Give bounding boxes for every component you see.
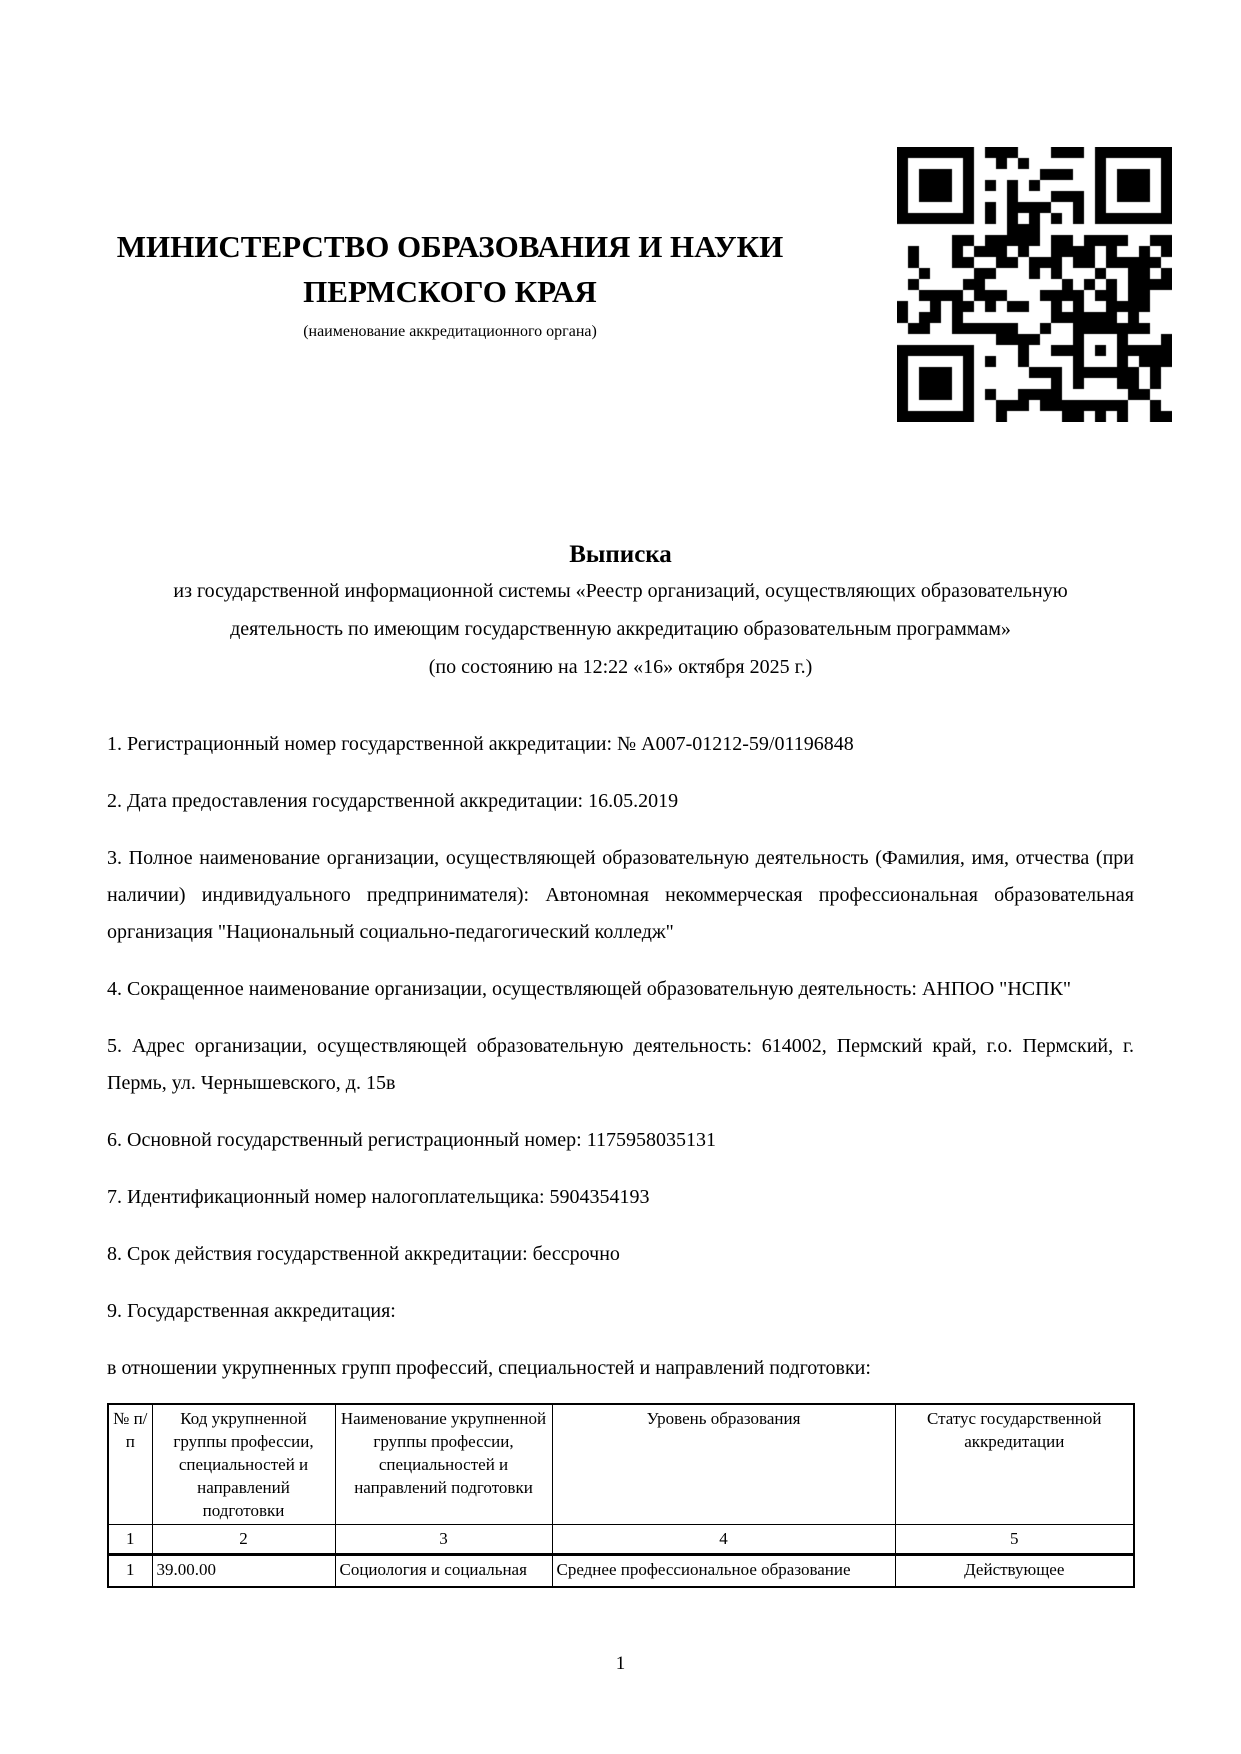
header-col-status: Статус государственной аккредитации <box>895 1404 1134 1525</box>
doc-item-8: 8. Срок действия государственной аккредитации: бессрочно <box>107 1243 620 1265</box>
doc-item-3: 3. Полное наименование организации, осуществляющей образовательную деятельность (Фамилия, имя, отчества (при наличии) индивидуального предпринимателя): Автономная некоммерческая профессиональная образовательная организация "Национальный социально-педагогический колледж" <box>107 847 1134 943</box>
cell-row-num: 1 <box>108 1555 152 1588</box>
doc-item-2: 2. Дата предоставления государственной аккредитации: 16.05.2019 <box>107 790 679 812</box>
ministry-name-line-2: ПЕРМСКОГО КРАЯ <box>303 274 597 309</box>
doc-item-4: 4. Сокращенное наименование организации, осуществляющей образовательную деятельность: АНПОО "НСПК" <box>107 978 1072 1000</box>
section-intro: в отношении укрупненных групп профессий, специальностей и направлений подготовки: <box>107 1357 871 1379</box>
cell-education-level: Среднее профессиональное образование <box>552 1555 895 1588</box>
ministry-name <box>106 224 794 314</box>
table-row <box>108 1555 1134 1588</box>
ministry-caption: (наименование аккредитационного органа) <box>303 323 597 340</box>
header-col-name: Наименование укрупненной группы профессии, специальностей и направлений подготовки <box>335 1404 552 1525</box>
page-number: 1 <box>615 1653 626 1674</box>
doc-item-5: 5. Адрес организации, осуществляющей образовательную деятельность: 614002, Пермский край, г.о. Пермский, г. Пермь, ул. Чернышевского, д. 15в <box>107 1035 1134 1094</box>
header-col-level: Уровень образования <box>552 1404 895 1525</box>
numbering-cell-2: 2 <box>152 1525 335 1555</box>
doc-subtitle-line-1: из государственной информационной системы «Реестр организаций, осуществляющих образовательную <box>173 580 1068 602</box>
header-col-number: № п/п <box>108 1404 152 1525</box>
cell-group-name: Социология и социальная <box>335 1555 552 1588</box>
numbering-cell-5: 5 <box>895 1525 1134 1555</box>
cell-accreditation-status: Действующее <box>895 1555 1134 1588</box>
numbering-cell-4: 4 <box>552 1525 895 1555</box>
cell-group-code: 39.00.00 <box>152 1555 335 1588</box>
header-col-code: Код укрупненной группы профессии, специальностей и направлений подготовки <box>152 1404 335 1525</box>
table-header-row <box>108 1404 1134 1525</box>
doc-subtitle-line-2: деятельность по имеющим государственную аккредитацию образовательным программам» <box>230 618 1011 640</box>
doc-subtitle <box>107 572 1134 686</box>
doc-title: Выписка <box>569 541 672 568</box>
numbering-cell-1: 1 <box>108 1525 152 1555</box>
doc-item-6: 6. Основной государственный регистрационный номер: 1175958035131 <box>107 1129 716 1151</box>
accreditation-table <box>107 1403 1135 1588</box>
doc-item-9: 9. Государственная аккредитация: <box>107 1300 396 1322</box>
document-body <box>107 540 1134 1588</box>
numbering-cell-3: 3 <box>335 1525 552 1555</box>
doc-subtitle-line-3: (по состоянию на 12:22 «16» октября 2025 г.) <box>428 656 813 678</box>
table-numbering-row <box>108 1525 1134 1555</box>
doc-item-7: 7. Идентификационный номер налогоплательщика: 5904354193 <box>107 1186 650 1208</box>
qr-code <box>897 147 1172 422</box>
doc-item-1: 1. Регистрационный номер государственной аккредитации: № А007-01212-59/01196848 <box>107 733 854 755</box>
ministry-name-line-1: МИНИСТЕРСТВО ОБРАЗОВАНИЯ И НАУКИ <box>116 229 784 264</box>
